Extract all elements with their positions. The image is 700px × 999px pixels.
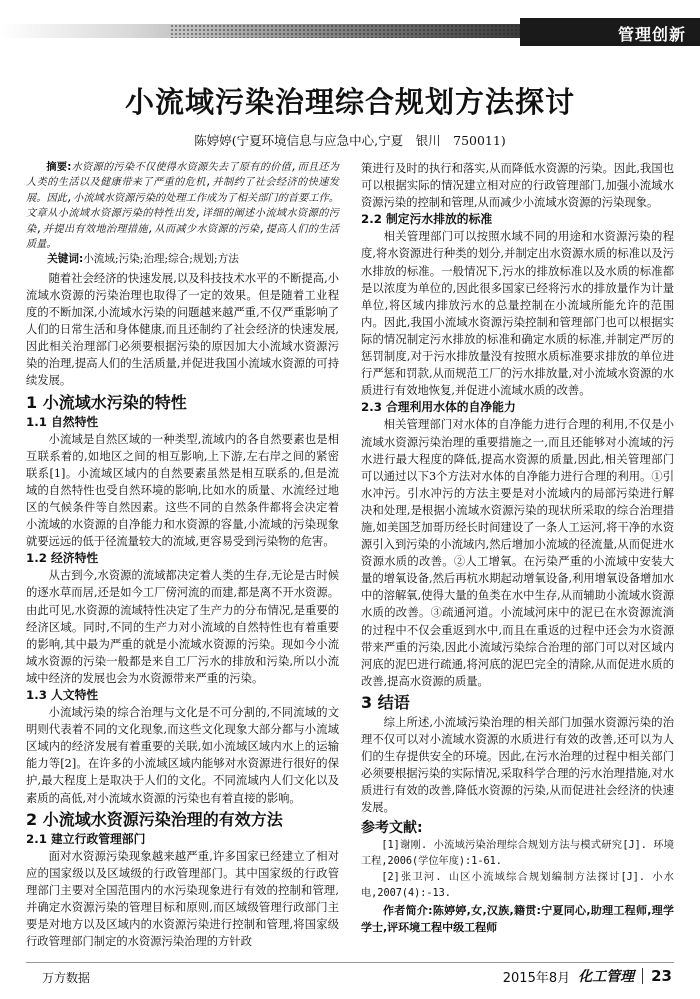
subsection-heading-2-1: 2.1 建立行政管理部门 [26, 831, 146, 846]
paragraph-2-1-right: 策进行及时的执行和落实,从而降低水资源的污染。因此,我国也可以根据实际的情况建立相对应的行政管理部门,加强小流域水资源污染的控制和管理,从而减少小流域水资源的污染现象。 [361, 162, 674, 210]
header-bar [0, 18, 700, 48]
reference-item: [1]谢刚. 小流域污染治理综合规划方法与模式研究[J]. 环境工程,2006(学位年度):1-61. [361, 840, 674, 868]
paragraph-1-1: 小流域是自然区域的一种类型,流域内的各自然要素也是相互联系着的,如地区之间的相互影响,上下游,左右岸之间的紧密联系[1]。小流域区域内的自然要素虽然是相互联系的,但是流域的自然特性也受自然环境的影响,比如水的质量、水流经过地区的气候条件等自然因素。这些不同的自然条件都将会决定着小流域的水资源的自净能力和水资源的容量,小流域的污染现象就要远远的低于径流量较大的流域,更容易受到污染物的危害。 [26, 432, 339, 549]
references-title: 参考文献: [361, 820, 423, 837]
article-title: 小流域污染治理综合规划方法探讨 [124, 85, 575, 119]
subsection-heading-1-1: 1.1 自然特性 [26, 414, 99, 429]
footer-separator [642, 968, 643, 984]
paragraph-2-1-left: 面对水资源污染现象越来越严重,许多国家已经建立了相对应的国家级以及区域级的行政管理部门。其中国家级的行政管理部门主要对全国范围内的水污染现象进行有效的控制和管理,并确定水资源污染的管理目标和原则,而区域级管理行政部门主要是对地方以及区域内的水资源污染进行控制和管理,将国家级行政管理部门制定的水资源污染治理的方针政 [26, 849, 339, 949]
abstract [26, 160, 339, 252]
author-bio: 作者简介:陈婷婷,女,汉族,籍贯:宁夏同心,助理工程师,理学学士,评环境工程中级工程师 [361, 904, 674, 935]
section-tag-label: 管理创新 [617, 25, 686, 44]
section-heading-1: 1 小流域水污染的特性 [26, 392, 187, 412]
right-column [361, 160, 674, 936]
reference-item: [2]张卫河. 山区小流域综合规划编制方法探讨[J]. 小水电,2007(4):-13. [361, 872, 674, 900]
footer-divider [26, 962, 674, 963]
author-affiliation: 陈婷婷(宁夏环境信息与应急中心,宁夏 银川 750011) [194, 133, 506, 148]
paragraph-1-3: 小流域污染的综合治理与文化是不可分割的,不同流域的文明则代表着不同的文化现象,而这些文化现象大部分都与小流域区域内的经济发展有着重要的关联,如小流域区域内水上的运输能力等[2]。在许多的小流域区域内能够对水资源进行很好的保护,最大程度上是取决于人们的文化。不同流域内人们文化以及素质的高低,对小流域水资源的污染也有着直接的影响。 [26, 706, 339, 805]
magazine-name: 化工管理 [578, 969, 635, 985]
subsection-heading-2-2: 2.2 制定污水排放的标准 [361, 212, 493, 227]
keywords [26, 252, 339, 267]
page-number: 23 [651, 967, 672, 985]
left-column [26, 160, 339, 950]
keywords-label: 关键词: [47, 253, 84, 266]
subsection-heading-1-2: 1.2 经济特性 [26, 551, 99, 566]
abstract-text: 水资源的污染不仅使得水资源失去了原有的价值,而且还为人类的生活以及健康带来了严重的危机,并制约了社会经济的快速发展。因此,小流域水资源污染的处理工作成为了相关部门的首要工作。文章从小流域水资源污染的特性出发,详细的阐述小流域水资源的污染,并提出有效地治理措施,从而减少水资源的污染,提高人们的生活质量。 [26, 162, 339, 251]
header-dot-pattern [170, 24, 530, 38]
paragraph-2-2: 相关管理部门可以按照水域不同的用途和水资源污染的程度,将水资源进行种类的划分,并制定出水资源水质的标准以及污水排放的标准。一般情况下,污水的排放标准以及水质的标准都是以浓度为单位的,因此很多国家已经将污水的排放量作为计量单位,将区域内排放污水的总量控制在小流域所能允许的范围内。因此,我国小流域水资源污染控制和管理部门也可以根据实际的情况制定污水排放的标准和确定水质的标准,并制定严厉的惩罚制度,对于污水排放量没有按照水质标准要求排放的单位进行严惩和罚款,从而规范工厂的污水排放量,对小流域水资源的水质进行有效地恢复,并促进小流域水质的改善。 [361, 230, 674, 398]
paragraph-2-3: 相关管理部门对水体的自净能力进行合理的利用,不仅是小流域水资源污染治理的重要措施之一,而且还能够对小流域的污水进行最大程度的降低,提高水资源的质量,因此,相关管理部门可以通过以下3个方法对水体的自净能力进行合理的利用。①引水冲污。引水冲污的方法主要是对小流域内的局部污染进行解决和处理,是根据小流域水资源污染的现状所采取的综合治理措施,如美国芝加哥历经长时间建设了一条人工运河,将干净的水资源引入到污染的小流域内,然后增加小流域的径流量,从而促进水资源水质的改善。②人工增氧。在污染严重的小流域中安装大量的增氧设备,然后再杭水期起动增氧设备,利用增氧设备增加水中的溶解氧,使得大量的鱼类在水中生存,从而辅助小流域水资源水质的改善。③疏通河道。小流域河床中的泥已在水资源流淌的过程中不仅会重返到水中,而且在重返的过程中还会为水资源带来严重的污染,因此小流域污染综合治理的部门可以对区域内河底的泥巴进行疏通,将河底的泥巴完全的清除,从而促进水质的改善,提高水资源的质量。 [361, 418, 674, 688]
intro-paragraph: 随着社会经济的快速发展,以及科技技术水平的不断提高,小流域水资源的污染治理也取得了一定的效果。但是随着工业程度的不断加深,小流域水污染的问题越来越严重,不仅严重影响了人们的日常生活和身体健康,而且还制约了社会经济的快速发展,因此相关治理部门必须要根据污染的原因加大小流域水资源污染的治理,提高人们的生活质量,并促进我国小流域水资源的可持续发展。 [26, 271, 339, 388]
paragraph-1-2: 从古到今,水资源的流域都决定着人类的生存,无论是古时候的逐水草而居,还是如今工厂傍河流的而建,都是离不开水资源。由此可见,水资源的流域特性决定了生产力的分布情况,是重要的经济区域。同时,不同的生产力对小流域的自然特性也有着重要的影响,其中最为严重的就是小流域水资源的污染。现如今小流域水资源的污染一般都是来自工厂污水的排放和污染,所以小流域中经济的发展也会为水资源带来严重的污染。 [26, 569, 339, 685]
section-heading-2: 2 小流域水资源污染治理的有效方法 [26, 809, 283, 829]
subsection-heading-1-3: 1.3 人文特性 [26, 688, 99, 702]
footer-info [503, 966, 672, 986]
section-tag [520, 18, 700, 46]
keywords-text: 小流域;污染;治理;综合;规划;方法 [83, 253, 239, 266]
section-heading-3: 3 结语 [361, 692, 410, 712]
footer-source: 万方数据 [42, 971, 91, 985]
subsection-heading-2-3: 2.3 合理利用水体的自净能力 [361, 400, 516, 415]
footer-date: 2015年8月 [502, 970, 571, 986]
abstract-label: 摘要: [46, 162, 72, 173]
paragraph-3: 综上所述,小流域污染治理的相关部门加强水资源污染的治理不仅可以对小流域水资源的水质进行有效的改善,还可以为人们的生存提供安全的环境。因此,在污水治理的过程中相关部门必须要根据污染的实际情况,采取科学合理的污水治理措施,对水质进行有效的改善,降低水资源的污染,从而促进社会经济的快速发展。 [361, 715, 674, 815]
